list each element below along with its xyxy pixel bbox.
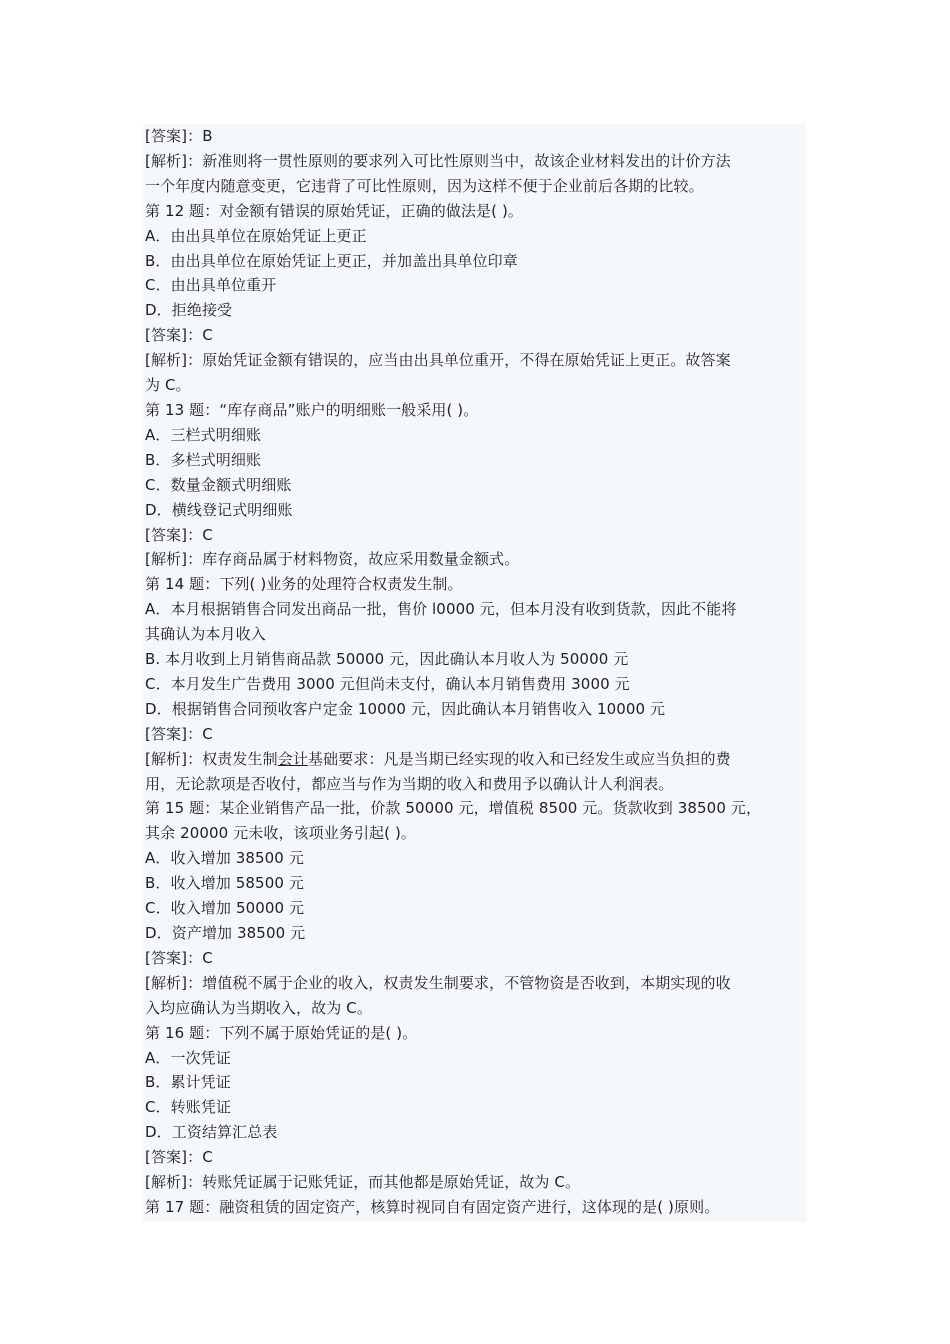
- question-12: 第 12 题：对金额有错误的原始凭证，正确的做法是( )。: [145, 201, 523, 220]
- option-b: B．多栏式明细账: [145, 450, 262, 469]
- analysis-line: [145, 747, 804, 772]
- option-a: A．本月根据销售合同发出商品一批，售价 l0000 元，但本月没有收到货款，因此不能将: [145, 600, 737, 619]
- option-a: A．收入增加 38500 元: [145, 849, 304, 868]
- option-c: C．由出具单位重开: [145, 276, 277, 295]
- option-a: A．由出具单位在原始凭证上更正: [145, 226, 367, 245]
- answer-line: [答案]：C: [145, 948, 213, 967]
- question-13: 第 13 题：“库存商品”账户的明细账一般采用( )。: [145, 400, 479, 419]
- answer-line: [答案]：C: [145, 724, 213, 743]
- option-c: C．转账凭证: [145, 1098, 232, 1117]
- analysis-line: [解析]：增值税不属于企业的收入，权责发生制要求，不管物资是否收到，本期实现的收: [145, 973, 731, 992]
- option-c: C．收入增加 50000 元: [145, 899, 305, 918]
- option-d: D．横线登记式明细账: [145, 500, 293, 519]
- answer-line: [答案]：C: [145, 525, 213, 544]
- option-c: C．本月发生广告费用 3000 元但尚未支付，确认本月销售费用 3000 元: [145, 674, 630, 693]
- analysis-line: [解析]：库存商品属于材料物资，故应采用数量金额式。: [145, 550, 520, 569]
- text-line: 一个年度内随意变更，它违背了可比性原则，因为这样不便于企业前后各期的比较。: [145, 176, 704, 195]
- option-b: B．收入增加 58500 元: [145, 874, 304, 893]
- text-line: [解析]：新准则将一贯性原则的要求列入可比性原则当中，故该企业材料发出的计价方法: [145, 151, 731, 170]
- text-line: 入均应确认为当期收入，故为 C。: [145, 998, 372, 1017]
- answer-line: [答案]：C: [145, 326, 213, 345]
- analysis-suffix: 基础要求：凡是当期已经实现的收入和已经发生或应当负担的费: [307, 749, 731, 768]
- question-14: 第 14 题：下列( )业务的处理符合权责发生制。: [145, 575, 463, 594]
- option-d: D．拒绝接受: [145, 301, 233, 320]
- option-b: B. 本月收到上月销售商品款 50000 元，因此确认本月收人为 50000 元: [145, 650, 629, 669]
- analysis-line: [解析]：转账凭证属于记账凭证，而其他都是原始凭证，故为 C。: [145, 1173, 581, 1192]
- document-content: [143, 124, 806, 1222]
- text-line: [答案]：B: [145, 127, 213, 145]
- option-d: D．工资结算汇总表: [145, 1123, 278, 1142]
- analysis-line: [解析]：原始凭证金额有错误的，应当由出具单位重开，不得在原始凭证上更正。故答案: [145, 351, 731, 370]
- answer-line: [答案]：C: [145, 1148, 213, 1167]
- option-d: D．资产增加 38500 元: [145, 924, 306, 942]
- option-a: A．一次凭证: [145, 1048, 231, 1067]
- option-d: D．根据销售合同预收客户定金 10000 元，因此确认本月销售收入 10000 元: [145, 699, 666, 718]
- question-15: 第 15 题：某企业销售产品一批，价款 50000 元，增值税 8500 元。货款收到 38500 元，: [145, 799, 762, 818]
- text-line: 其确认为本月收入: [145, 625, 266, 644]
- analysis-prefix: [解析]：权责发生制: [145, 749, 278, 768]
- option-c: C．数量金额式明细账: [145, 475, 292, 494]
- option-b: B．由出具单位在原始凭证上更正，并加盖出具单位印章: [145, 251, 518, 270]
- question-17: 第 17 题：融资租赁的固定资产，核算时视同自有固定资产进行，这体现的是( )原则。: [145, 1197, 720, 1216]
- text-line: 其余 20000 元未收，该项业务引起( )。: [145, 824, 417, 843]
- text-line: 用，无论款项是否收付，都应当与作为当期的收入和费用予以确认计人利润表。: [145, 774, 674, 793]
- text-line: 为 C。: [145, 376, 191, 395]
- option-a: A．三栏式明细账: [145, 425, 262, 444]
- accounting-link[interactable]: 会计: [277, 749, 308, 768]
- option-b: B．累计凭证: [145, 1073, 231, 1092]
- question-16: 第 16 题：下列不属于原始凭证的是( )。: [145, 1023, 418, 1042]
